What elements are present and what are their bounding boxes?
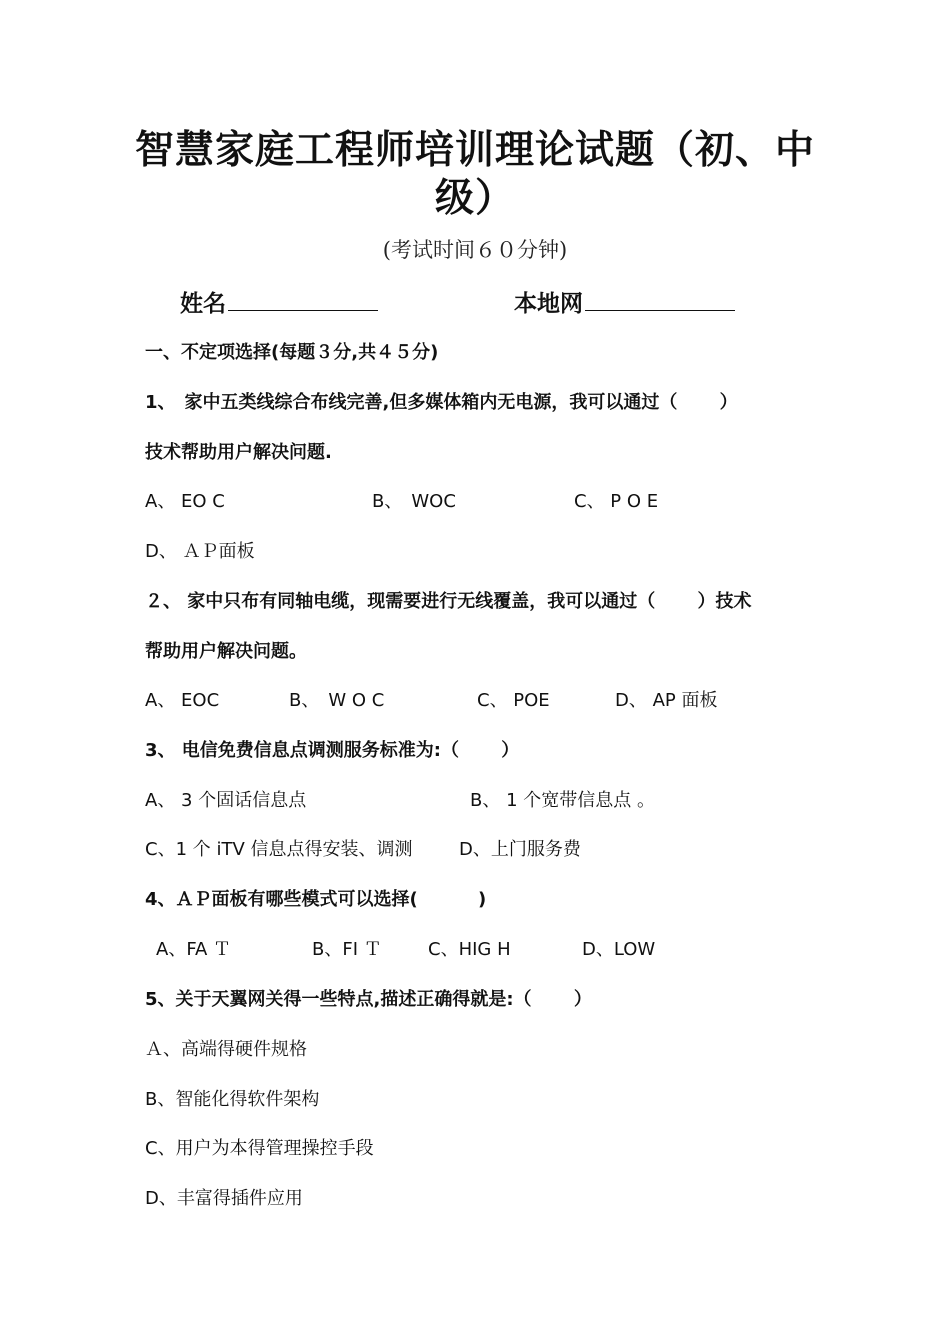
name-field (180, 285, 378, 318)
question-4-option-c: C、HIG H (428, 939, 511, 960)
question-3-option-d: D、上门服务费 (459, 839, 581, 860)
network-blank (585, 286, 735, 311)
question-5-option-c: C、用户为本得管理操控手段 (145, 1138, 374, 1159)
question-5-line1: 5、关于天翼网关得一些特点,描述正确得就是:（ ） (145, 989, 592, 1010)
question-1-line1: 1、 家中五类线综合布线完善,但多媒体箱内无电源，我可以通过（ ） (145, 392, 738, 413)
question-2-option-b: B、 W O C (289, 690, 385, 711)
question-2-line1: ２、 家中只布有同轴电缆，现需要进行无线覆盖，我可以通过（ ）技术 (145, 591, 752, 612)
question-2-option-d: D、 AP 面板 (615, 690, 718, 711)
exam-duration: (考试时间６０分钟) (382, 238, 568, 262)
name-blank (228, 286, 378, 311)
question-2-option-a: A、 EOC (145, 690, 220, 711)
section-heading: 一、不定项选择(每题３分,共４５分) (145, 342, 439, 363)
network-field (514, 285, 735, 318)
question-5-option-a: Ａ、高端得硬件规格 (145, 1039, 307, 1060)
question-4-option-d: D、LOW (582, 939, 656, 960)
question-4-option-a: A、FA Ｔ (156, 939, 232, 960)
question-2-option-c: C、 POE (477, 690, 550, 711)
network-label: 本地网 (514, 291, 583, 317)
question-3-option-b: B、 1 个宽带信息点 。 (470, 790, 655, 811)
question-3-option-a: A、 3 个固话信息点 (145, 790, 307, 811)
exam-title-line2: 级） (434, 175, 515, 221)
question-1-line2: 技术帮助用户解决问题. (145, 442, 332, 463)
question-3-option-c: C、1 个 iTV 信息点得安装、调测 (145, 839, 413, 860)
question-4-option-b: B、FI Ｔ (312, 939, 382, 960)
question-5-option-d: D、丰富得插件应用 (145, 1188, 303, 1209)
question-1-option-c: C、 P O E (574, 491, 659, 512)
question-1-option-b: B、 WOC (372, 491, 456, 512)
question-1-option-d: D、 ＡＰ面板 (145, 541, 255, 562)
exam-title-line1: 智慧家庭工程师培训理论试题（初、中 (134, 127, 815, 173)
question-2-line2: 帮助用户解决问题。 (145, 641, 307, 662)
question-3-line1: 3、 电信免费信息点调测服务标准为:（ ） (145, 740, 520, 761)
question-5-option-b: B、智能化得软件架构 (145, 1089, 320, 1110)
question-4-line1: 4、ＡＰ面板有哪些模式可以选择( ) (145, 889, 487, 910)
name-label: 姓名 (180, 291, 226, 317)
question-1-option-a: A、 EO C (145, 491, 225, 512)
